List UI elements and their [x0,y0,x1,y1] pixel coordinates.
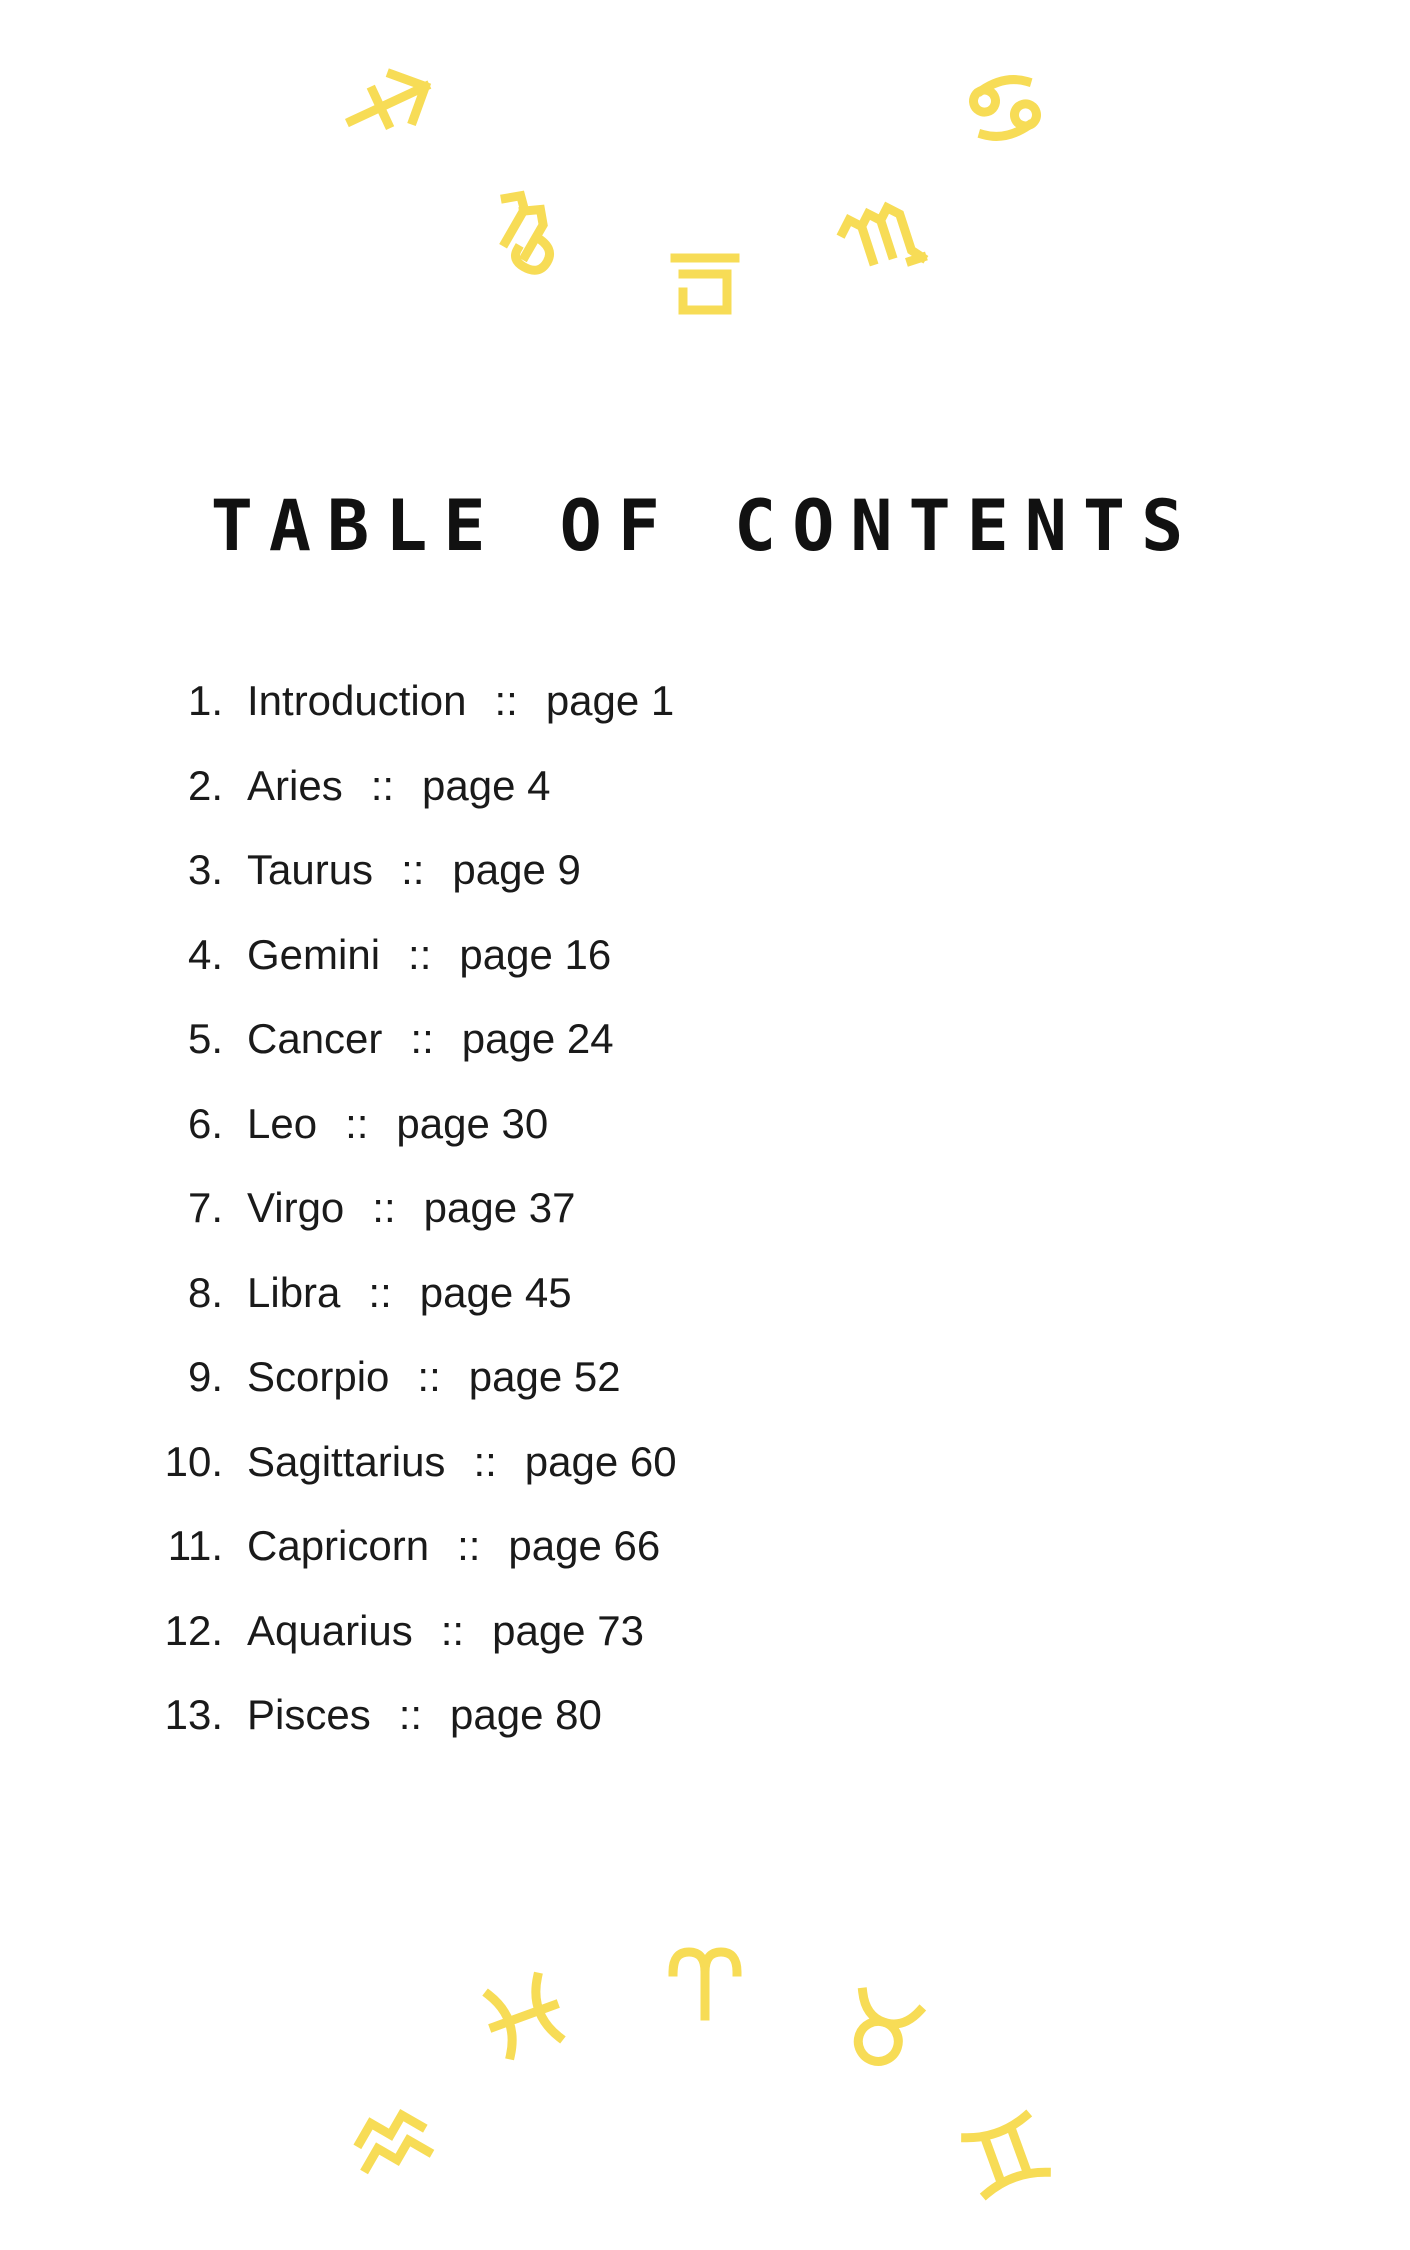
list-item [150,1265,677,1350]
entry-separator: :: [401,846,425,893]
entry-number: 11. [167,1522,223,1569]
list-item [150,1349,677,1434]
libra-icon [665,238,745,318]
sagittarius-icon [341,51,444,154]
entry-separator: :: [398,1691,423,1738]
entry-title: Aquarius [247,1606,413,1654]
table-of-contents [150,673,677,1772]
entry-title: Taurus [247,846,374,893]
entry-page: page 52 [468,1353,621,1400]
capricorn-icon [469,175,578,284]
entry-separator: :: [410,1015,434,1062]
list-item [150,1180,677,1265]
entry-separator: :: [473,1437,497,1485]
list-item [150,842,677,927]
entry-number: 7. [187,1184,223,1231]
entry-title: Aries [247,761,343,809]
entry-page: page 80 [450,1691,602,1738]
list-item [150,1096,677,1181]
aquarius-icon [345,2091,443,2189]
list-item [150,1434,677,1519]
entry-number: 1. [187,677,223,724]
entry-page: page 37 [423,1184,576,1231]
entry-separator: :: [440,1606,465,1654]
entry-separator: :: [417,1353,441,1400]
entry-page: page 24 [461,1015,614,1062]
entry-title: Capricorn [247,1522,430,1569]
aries-icon [665,1940,745,2020]
entry-separator: :: [368,1268,392,1316]
entry-page: page 73 [492,1606,644,1654]
entry-page: page 16 [459,930,612,978]
page-title: TABLE OF CONTENTS [210,485,1200,567]
list-item [150,1687,677,1772]
entry-number: 8. [187,1268,223,1316]
entry-number: 3. [187,846,223,893]
entry-title: Cancer [247,1015,383,1062]
entry-separator: :: [457,1522,481,1569]
list-item [150,1603,677,1688]
entry-separator: :: [345,1099,369,1147]
entry-number: 2. [187,761,223,809]
list-item [150,673,677,758]
entry-title: Pisces [247,1691,371,1738]
entry-title: Introduction [247,677,467,724]
entry-title: Leo [247,1099,318,1147]
entry-number: 5. [187,1015,223,1062]
entry-separator: :: [370,761,395,809]
cancer-icon [956,59,1054,157]
entry-number: 4. [187,930,223,978]
entry-separator: :: [372,1184,396,1231]
list-item [150,758,677,843]
list-item [150,1518,677,1603]
entry-number: 10. [164,1437,223,1485]
gemini-icon [955,2104,1058,2207]
entry-number: 12. [164,1606,223,1654]
entry-separator: :: [494,677,518,724]
taurus-icon [832,1980,933,2081]
entry-number: 6. [187,1099,223,1147]
entry-title: Libra [247,1268,341,1316]
entry-separator: :: [408,930,432,978]
entry-page: page 4 [422,761,551,809]
entry-page: page 9 [452,846,581,893]
entry-title: Gemini [247,930,381,978]
entry-title: Sagittarius [247,1437,446,1485]
entry-page: page 60 [524,1437,677,1485]
entry-page: page 45 [419,1268,572,1316]
scorpio-icon [828,188,929,289]
list-item [150,1011,677,1096]
entry-page: page 30 [396,1099,549,1147]
list-item [150,927,677,1012]
entry-number: 9. [187,1353,223,1400]
entry-title: Virgo [247,1184,345,1231]
entry-page: page 1 [545,677,675,724]
entry-page: page 66 [508,1522,661,1569]
entry-number: 13. [164,1691,223,1738]
entry-title: Scorpio [247,1353,390,1400]
pisces-icon [473,1965,576,2068]
